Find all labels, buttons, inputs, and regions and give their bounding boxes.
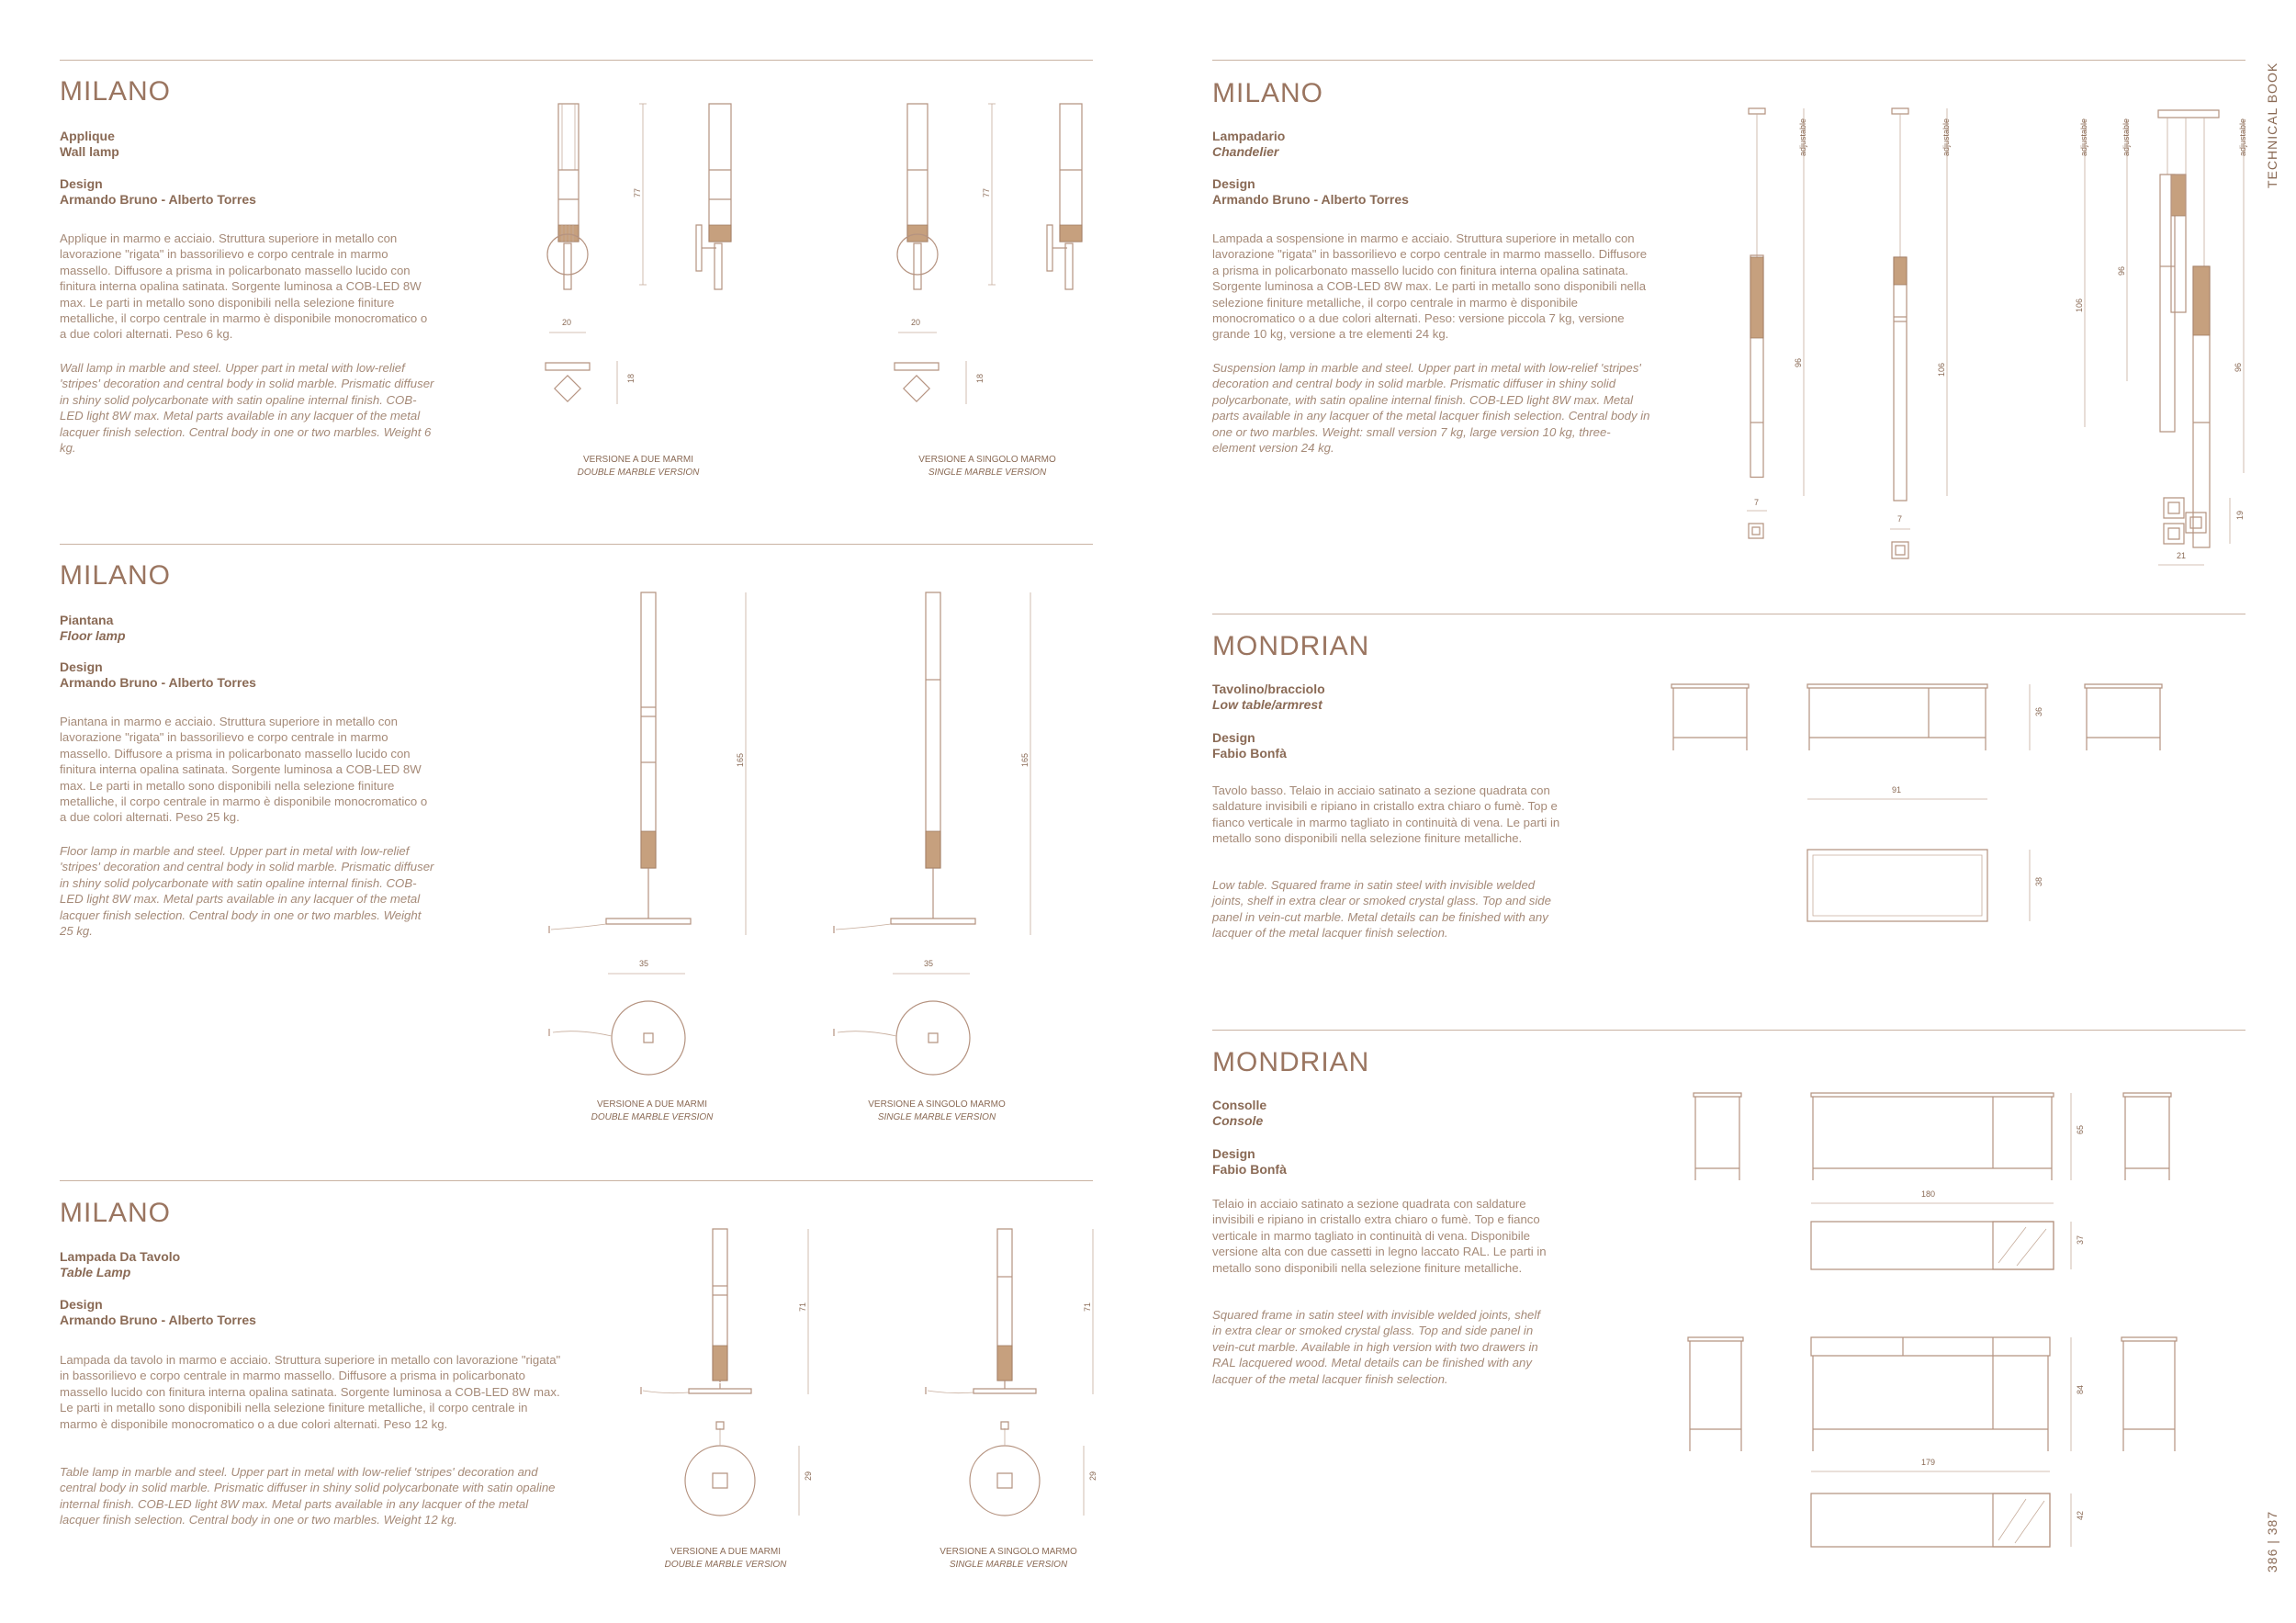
description-it: Tavolo basso. Telaio in acciaio satinato a sezione quadrata con saldature invisibili e ripiano in cristallo extra chiaro o fumè. Top e fianco verticale in marmo tagliato in continuità di vena. Le parti in metallo sono disponibili nella selezione finiture metalliche. bbox=[1212, 783, 1560, 846]
dim-height: 77 bbox=[633, 187, 642, 197]
console-drawing bbox=[1681, 1084, 2195, 1561]
section-title: MILANO bbox=[60, 76, 172, 107]
design-label: Design bbox=[60, 176, 103, 191]
dim-width-single: 20 bbox=[911, 318, 921, 327]
dim-depth: 18 bbox=[626, 373, 636, 383]
description-it: Lampada a sospensione in marmo e acciaio. Struttura superiore in metallo con lavorazione "rigata" in bassorilievo e corpo centrale in marmo massello. Diffusore a prisma in policarbonato massello lucido con finitura interna opalina satinata. Sorgente luminosa a COB-LED 8W max. Le parti in metallo sono disponibili nella selezione finiture metalliche, il corpo centrale in marmo è disponibile monocromatico o a due colori alternati. Peso: versione piccola 7 kg, versione grande 10 kg, versione a tre elementi 24 kg. bbox=[1212, 231, 1648, 342]
dim-height-three-c: 96 bbox=[2234, 362, 2243, 372]
product-type: Lampadario bbox=[1212, 129, 1286, 143]
description-en: Low table. Squared frame in satin steel with invisible welded joints, shelf in extra clear or smoked crystal glass. Top and side panel in vein-cut marble. Metal details can be finished with any lacquer of the metal lacquer finish selection. bbox=[1212, 878, 1551, 941]
product-type: Piantana bbox=[60, 613, 114, 627]
section-title: MONDRIAN bbox=[1212, 631, 1370, 661]
design-label: Design bbox=[1212, 1146, 1255, 1161]
section-rule bbox=[60, 544, 1093, 545]
dim-height-single: 77 bbox=[982, 187, 991, 197]
dim-width-large: 7 bbox=[1897, 514, 1903, 524]
dim-height-three-a: 106 bbox=[2075, 298, 2084, 312]
chandelier-small bbox=[1747, 108, 1807, 538]
dim-width-single: 35 bbox=[924, 959, 934, 968]
caption-double-marble: VERSIONE A DUE MARMI DOUBLE MARBLE VERSION bbox=[591, 1099, 714, 1122]
product-type: Lampada Da Tavolo bbox=[60, 1249, 181, 1264]
low-table-end bbox=[2085, 684, 2162, 750]
technical-book-label: TECHNICAL BOOK bbox=[2265, 62, 2279, 188]
console-high bbox=[1688, 1337, 2177, 1547]
description-en: Suspension lamp in marble and steel. Upper part in metal with low-relief 'stripes' decoration and central body in solid marble. Prismatic diffuser in shiny solid polycarbonate, with satin opaline internal finish. COB-LED light 8W max. Metal parts available in any lacquer of the metal lacquer finish selection. Central body in one or two marbles. Weight: small version 7 kg, large version 10 kg, three-element version 24 kg. bbox=[1212, 361, 1650, 456]
product-type-en: Floor lamp bbox=[60, 628, 126, 643]
dim-width-high: 179 bbox=[1921, 1458, 1936, 1467]
section-rule bbox=[60, 60, 1093, 61]
caption-single-marble: VERSIONE A SINGOLO MARMO SINGLE MARBLE VERSION bbox=[918, 455, 1056, 478]
dim-height-three-b: 96 bbox=[2117, 265, 2126, 276]
console-low bbox=[1694, 1093, 2171, 1269]
designers: Armando Bruno - Alberto Torres bbox=[1212, 192, 1409, 207]
wall-lamp-front-double bbox=[546, 104, 647, 404]
product-type-en: Table Lamp bbox=[60, 1265, 131, 1279]
low-table-top bbox=[1807, 850, 2043, 921]
dim-height: 71 bbox=[798, 1302, 807, 1312]
designers: Armando Bruno - Alberto Torres bbox=[60, 1313, 256, 1327]
dim-height-high: 84 bbox=[2076, 1384, 2085, 1394]
floor-lamp-single bbox=[834, 592, 1030, 1075]
dim-width: 7 bbox=[1754, 498, 1760, 507]
dim-depth-high: 42 bbox=[2076, 1510, 2085, 1520]
page-numbers: 386 | 387 bbox=[2265, 1510, 2279, 1572]
dim-width: 91 bbox=[1892, 785, 1902, 795]
dim-adjustable-large: adjustable bbox=[1941, 118, 1951, 156]
product-type-en: Low table/armrest bbox=[1212, 697, 1322, 712]
dim-width: 20 bbox=[562, 318, 572, 327]
design-label: Design bbox=[1212, 176, 1255, 191]
description-en: Squared frame in satin steel with invisible welded joints, shelf in extra clear or smoked crystal glass. Top and side panel in vein-cut marble. Available in high version with two drawers in RAL lacquered wood. Metal details can be finished with any lacquer of the metal lacquer finish selection. bbox=[1212, 1308, 1540, 1386]
designers: Armando Bruno - Alberto Torres bbox=[60, 675, 256, 690]
section-title: MILANO bbox=[60, 1198, 172, 1228]
low-table-drawing bbox=[1662, 675, 2177, 932]
caption-single-marble: VERSIONE A SINGOLO MARMO SINGLE MARBLE VERSION bbox=[940, 1547, 1077, 1570]
dim-adjustable-b: adjustable bbox=[2122, 118, 2131, 156]
caption-double-marble: VERSIONE A DUE MARMI DOUBLE MARBLE VERSION bbox=[664, 1547, 787, 1570]
wall-lamp-side-single bbox=[1047, 104, 1082, 289]
low-table-front bbox=[1807, 684, 2043, 799]
dim-depth-low: 37 bbox=[2076, 1234, 2085, 1245]
chandelier-drawing bbox=[1727, 101, 2259, 569]
description-it: Lampada da tavolo in marmo e acciaio. Struttura superiore in metallo con lavorazione "rigata" in bassorilievo e corpo centrale in marmo massello. Diffusore a prisma in policarbonato massello lucido con finitura interna opalina satinata. Sorgente luminosa a COB-LED 8W max. Le parti in metallo sono disponibili nella selezione finiture metalliche, il corpo centrale in marmo è disponibile monocromatico o a due colori alternati. Peso 12 kg. bbox=[60, 1353, 561, 1431]
dim-height-single: 71 bbox=[1083, 1302, 1092, 1312]
designers: Armando Bruno - Alberto Torres bbox=[60, 192, 256, 207]
wall-lamp-drawing bbox=[533, 96, 1102, 400]
dim-height-low: 65 bbox=[2076, 1124, 2085, 1134]
dim-width-low: 180 bbox=[1921, 1189, 1936, 1199]
description-en: Floor lamp in marble and steel. Upper part in metal with low-relief 'stripes' decoration and central body in solid marble. Prismatic diffuser in shiny solid polycarbonate with satin opaline internal finish. COB-LED light 8W max. Metal parts available in any lacquer of the metal lacquer finish selection. Central body in one or two marbles. Weight 25 kg. bbox=[60, 844, 434, 939]
dim-adjustable: adjustable bbox=[1798, 118, 1807, 156]
design-label: Design bbox=[60, 659, 103, 674]
description-it: Applique in marmo e acciaio. Struttura superiore in metallo con lavorazione "rigata" in bassorilievo e corpo centrale in marmo massello. Diffusore a prisma in policarbonato massello lucido con finitura interna opalina satinata. Sorgente luminosa a COB-LED 8W max. Le parti in metallo sono disponibili nella selezione finiture metalliche, il corpo centrale in marmo è disponibile monocromatico o a due colori alternati. Peso 6 kg. bbox=[60, 231, 428, 342]
dim-height: 96 bbox=[1794, 357, 1803, 367]
description-en: Wall lamp in marble and steel. Upper part in metal with low-relief 'stripes' decoration and central body in solid marble. Prismatic diffuser in shiny solid polycarbonate with satin opaline internal finish. COB-LED light 8W max. Metal parts available in any lacquer of the metal lacquer finish selection. Central body in one or two marbles. Weight 6 kg. bbox=[60, 361, 434, 456]
designers: Fabio Bonfà bbox=[1212, 1162, 1287, 1177]
section-title: MILANO bbox=[60, 560, 172, 591]
product-type-en: Wall lamp bbox=[60, 144, 119, 159]
description-it: Piantana in marmo e acciaio. Struttura superiore in metallo con lavorazione "rigata" in bassorilievo e corpo centrale in marmo massello. Diffusore a prisma in policarbonato massello lucido con finitura interna opalina satinata. Sorgente luminosa a COB-LED 8W max. Le parti in metallo sono disponibili nella selezione finiture metalliche, il corpo centrale in marmo è disponibile monocromatico o a due colori alternati. Peso 25 kg. bbox=[60, 715, 428, 825]
table-lamp-drawing bbox=[625, 1222, 1102, 1561]
section-rule bbox=[60, 1180, 1093, 1181]
dim-depth-single: 29 bbox=[1088, 1471, 1097, 1481]
designers: Fabio Bonfà bbox=[1212, 746, 1287, 761]
dim-adjustable-c: adjustable bbox=[2238, 118, 2247, 156]
floor-lamp-double bbox=[549, 592, 746, 1075]
table-lamp-double bbox=[641, 1229, 813, 1516]
description-en: Table lamp in marble and steel. Upper part in metal with low-relief 'stripes' decoration and central body in solid marble. Prismatic diffuser in shiny solid polycarbonate with satin opaline internal finish. COB-LED light 8W max. Metal parts available in any lacquer of the metal lacquer finish selection. Central body in one or two marbles. Weight 12 kg. bbox=[60, 1465, 556, 1527]
description-it: Telaio in acciaio satinato a sezione quadrata con saldature invisibili e ripiano in cristallo extra chiaro o fumè. Top e fianco verticale in marmo tagliato in continuità di vena. Disponibile versione alta con due cassetti in legno laccato RAL. Le parti in metallo sono disponibili nella selezione finiture metalliche. bbox=[1212, 1197, 1547, 1275]
product-type-en: Console bbox=[1212, 1113, 1264, 1128]
chandelier-three bbox=[2075, 110, 2247, 565]
caption-double-marble: VERSIONE A DUE MARMI DOUBLE MARBLE VERSION bbox=[577, 455, 700, 478]
product-type-en: Chandelier bbox=[1212, 144, 1279, 159]
wall-lamp-front-single bbox=[895, 104, 996, 404]
low-table-side bbox=[1671, 684, 1749, 750]
dim-height-large: 106 bbox=[1937, 362, 1946, 377]
floor-lamp-drawing bbox=[542, 588, 1056, 1102]
section-title: MILANO bbox=[1212, 78, 1324, 108]
section-rule bbox=[1212, 60, 2245, 61]
design-label: Design bbox=[60, 1297, 103, 1312]
product-type: Applique bbox=[60, 129, 115, 143]
section-rule bbox=[1212, 1030, 2245, 1031]
table-lamp-single bbox=[926, 1229, 1097, 1516]
wall-lamp-side-double bbox=[696, 104, 731, 289]
dim-height: 165 bbox=[736, 752, 745, 767]
design-label: Design bbox=[1212, 730, 1255, 745]
product-type: Consolle bbox=[1212, 1098, 1267, 1112]
dim-depth: 38 bbox=[2034, 876, 2043, 886]
chandelier-large bbox=[1890, 108, 1951, 558]
dim-depth-single: 18 bbox=[975, 373, 985, 383]
dim-width: 35 bbox=[639, 959, 649, 968]
dim-width-three: 21 bbox=[2177, 551, 2187, 560]
dim-height: 36 bbox=[2034, 706, 2043, 716]
dim-depth: 29 bbox=[804, 1471, 813, 1481]
caption-single-marble: VERSIONE A SINGOLO MARMO SINGLE MARBLE VERSION bbox=[868, 1099, 1006, 1122]
dim-depth-three: 19 bbox=[2235, 510, 2245, 520]
dim-height-single: 165 bbox=[1020, 752, 1030, 767]
section-title: MONDRIAN bbox=[1212, 1047, 1370, 1077]
dim-adjustable-a: adjustable bbox=[2079, 118, 2088, 156]
product-type: Tavolino/bracciolo bbox=[1212, 682, 1325, 696]
